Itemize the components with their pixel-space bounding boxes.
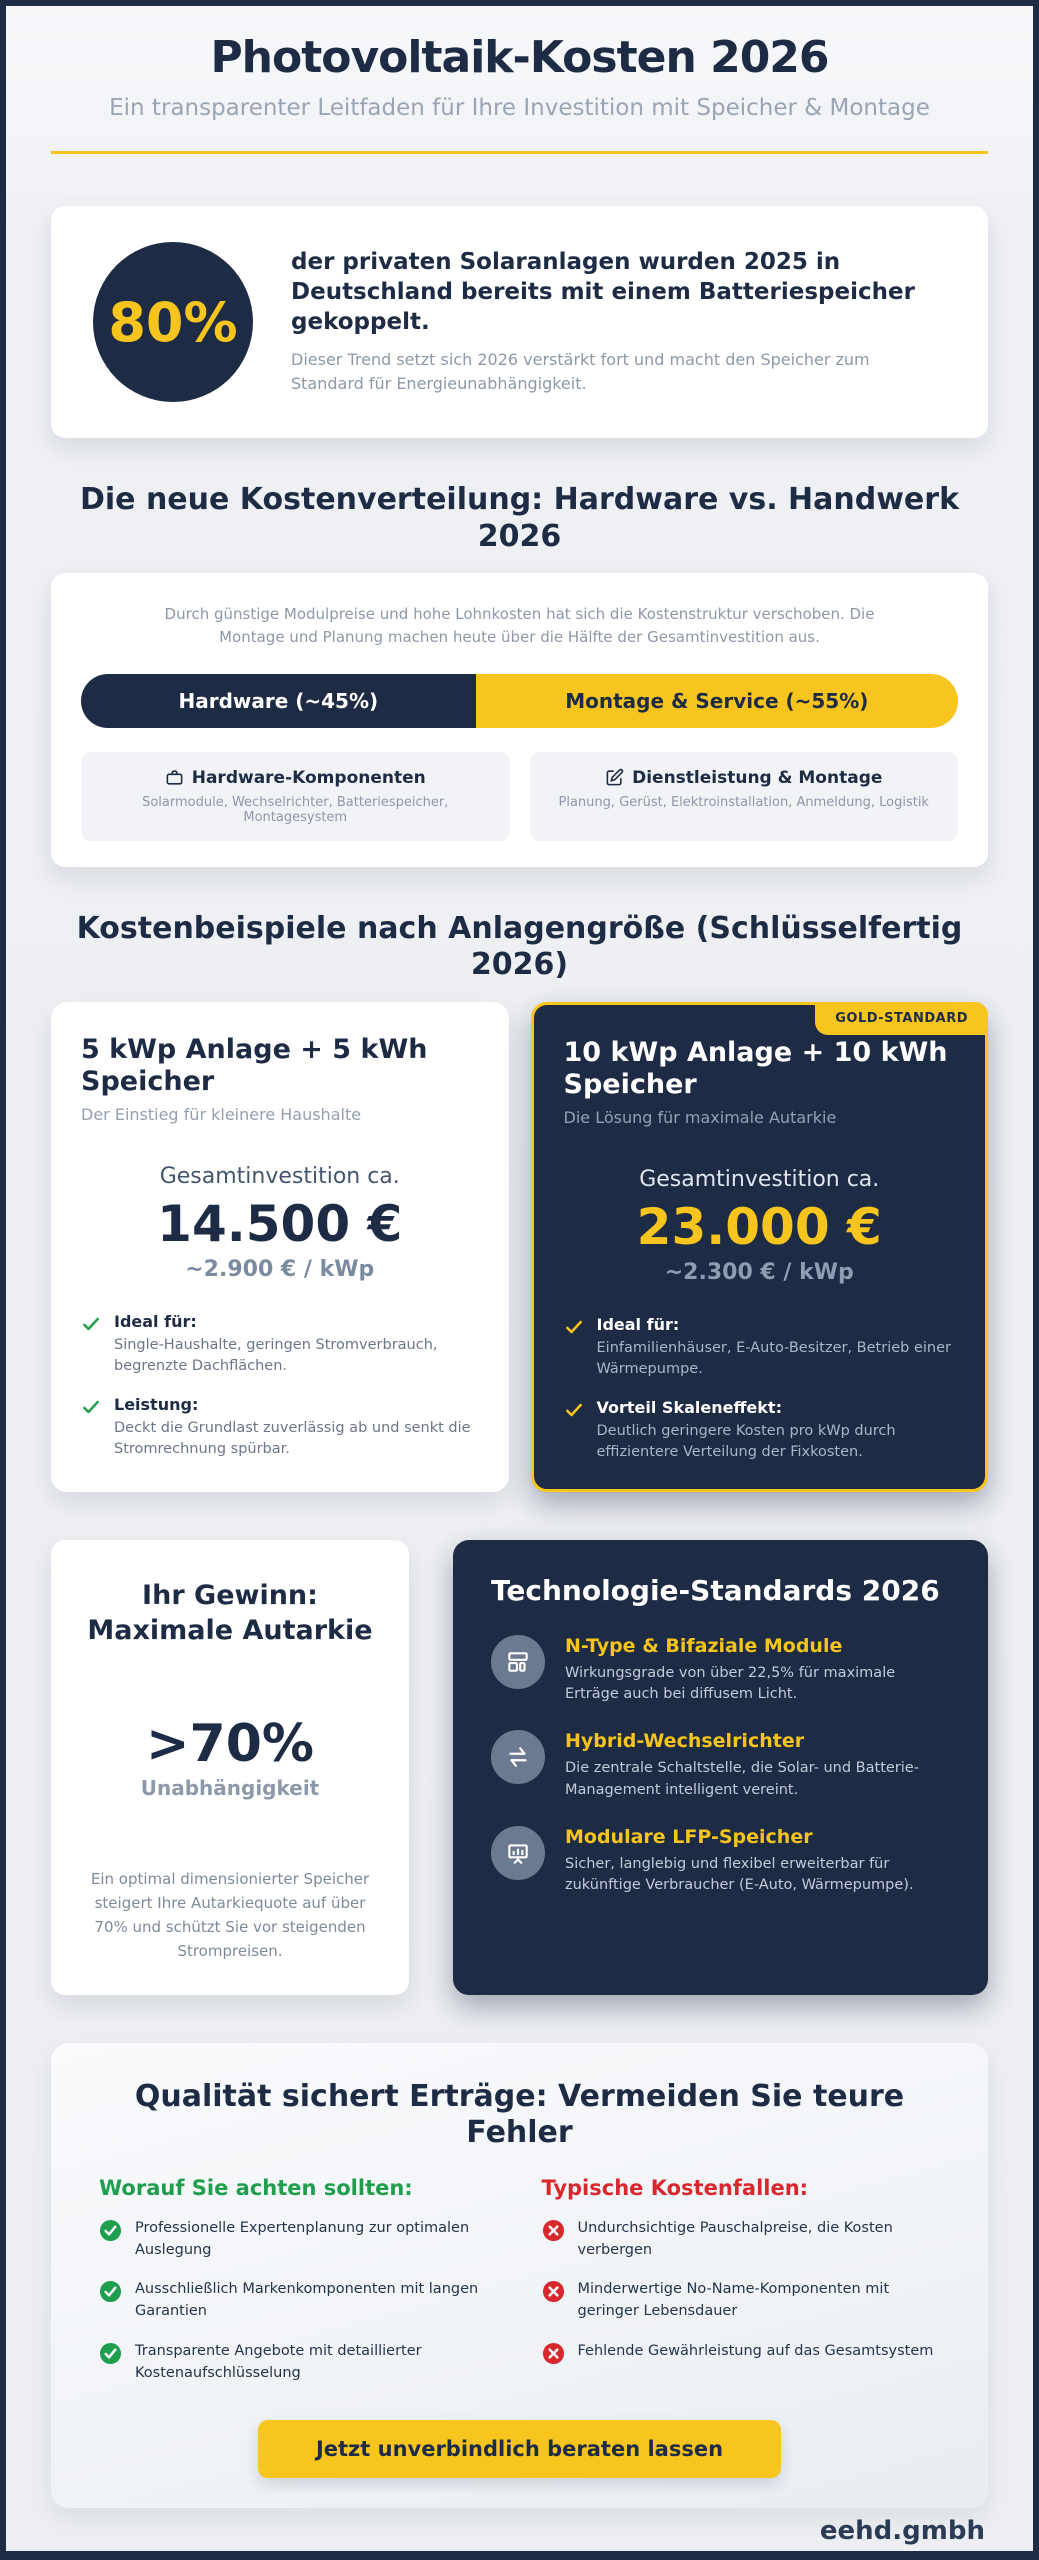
quality-columns xyxy=(99,2176,940,2385)
tech-standards-title: Technologie-Standards 2026 xyxy=(491,1573,940,1607)
bar-hardware-label: Hardware (~45%) xyxy=(178,688,379,713)
dos-text: Professionelle Expertenplanung zur optimalen Auslegung xyxy=(135,2219,470,2258)
check-icon xyxy=(564,1400,584,1420)
benefit-item xyxy=(564,1398,956,1463)
autarky-card xyxy=(51,1540,409,1995)
header xyxy=(6,6,1033,154)
check-icon xyxy=(81,1397,101,1417)
tech-item-title: Hybrid-Wechselrichter xyxy=(565,1730,805,1753)
benefit-label: Ideal für: xyxy=(114,1311,197,1331)
donts-title: Typische Kostenfallen: xyxy=(541,2175,809,2200)
bar-segment-hardware xyxy=(81,674,476,728)
benefit-text: Single-Haushalte, geringen Stromverbrauch, begrenzte Dachflächen. xyxy=(114,1336,438,1374)
donts-item xyxy=(542,2279,941,2323)
hardware-components-title-row xyxy=(95,768,496,788)
benefit-text: Deutlich geringere Kosten pro kWp durch effizientere Verteilung der Fixkosten. xyxy=(596,1422,896,1460)
stat-circle xyxy=(93,242,253,402)
price-card-5kwp-title: 5 kWp Anlage + 5 kWh Speicher xyxy=(81,1033,428,1098)
check-circle-icon xyxy=(99,2342,122,2365)
section-title-examples: Kostenbeispiele nach Anlagengröße (Schlüsselfertig 2026) xyxy=(76,910,963,983)
benefit-label: Leistung: xyxy=(114,1394,199,1414)
autarky-title: Ihr Gewinn: Maximale Autarkie xyxy=(87,1579,373,1646)
tech-item-title: Modulare LFP-Speicher xyxy=(565,1825,813,1848)
x-circle-icon xyxy=(542,2219,565,2242)
tech-icon-circle xyxy=(491,1730,545,1784)
x-circle-icon xyxy=(542,2280,565,2303)
price-card-10kwp-title: 10 kWp Anlage + 10 kWh Speicher xyxy=(563,1036,948,1101)
presentation-chart-icon xyxy=(505,1840,531,1866)
dos-item xyxy=(99,2341,498,2385)
benefit-item xyxy=(81,1395,479,1460)
benefit-list xyxy=(81,1312,479,1460)
tech-item-text: Sicher, langlebig und flexibel erweiterbar für zukünftige Verbraucher (E-Auto, Wärmepumpe). xyxy=(565,1855,914,1894)
price-block xyxy=(81,1164,479,1282)
donts-item xyxy=(542,2341,941,2365)
dos-item xyxy=(99,2218,498,2262)
stat-headline: der privaten Solaranlagen wurden 2025 in Deutschland bereits mit einem Batteriespeicher gekoppelt. xyxy=(291,249,915,335)
benefit-item xyxy=(81,1312,479,1377)
price-card-10kwp xyxy=(531,1002,989,1492)
tech-item-inverter xyxy=(491,1730,950,1802)
cost-split-intro: Durch günstige Modulpreise und hohe Lohnkosten hat sich die Kostenstruktur verschoben. Die Montage und Planung machen heute über die Hälfte der Gesamtinvestition aus. xyxy=(164,605,875,647)
check-circle-icon xyxy=(99,2280,122,2303)
page-title: Photovoltaik-Kosten 2026 xyxy=(210,32,829,83)
benefit-label: Ideal für: xyxy=(596,1314,680,1334)
autarky-stat-label: Unabhängigkeit xyxy=(140,1776,320,1801)
benefit-text: Einfamilienhäuser, E-Auto-Besitzer, Betrieb einer Wärmepumpe. xyxy=(596,1339,951,1377)
stat-card xyxy=(51,206,988,438)
bar-segment-service xyxy=(476,674,958,728)
price-card-5kwp xyxy=(51,1002,509,1492)
service-montage-title: Dienstleistung & Montage xyxy=(632,767,883,788)
total-price: 14.500 € xyxy=(157,1194,403,1253)
price-card-10kwp-subtitle: Die Lösung für maximale Autarkie xyxy=(563,1107,837,1127)
tech-item-title: N-Type & Bifaziale Module xyxy=(565,1634,843,1657)
check-circle-icon xyxy=(99,2219,122,2242)
quality-donts-column xyxy=(542,2176,941,2385)
donts-item xyxy=(542,2218,941,2262)
dos-item xyxy=(99,2279,498,2323)
benefit-list xyxy=(564,1315,956,1463)
price-per-kwp: ~2.900 € / kWp xyxy=(185,1256,375,1282)
check-icon xyxy=(564,1317,584,1337)
service-montage-box xyxy=(530,752,959,841)
tech-item-storage xyxy=(491,1826,950,1898)
price-label: Gesamtinvestition ca. xyxy=(159,1163,400,1189)
service-montage-desc: Planung, Gerüst, Elektroinstallation, Anmeldung, Logistik xyxy=(558,794,929,810)
example-cards-grid xyxy=(51,1002,988,1492)
quality-heading: Qualität sichert Erträge: Vermeiden Sie teure Fehler xyxy=(134,2078,905,2151)
hardware-components-box xyxy=(81,752,510,841)
stat-subtext: Dieser Trend setzt sich 2026 verstärkt fort und macht den Speicher zum Standard für Energieunabhängigkeit. xyxy=(291,349,870,393)
cost-split-card xyxy=(51,573,988,867)
tech-icon-circle xyxy=(491,1826,545,1880)
price-label: Gesamtinvestition ca. xyxy=(639,1166,880,1192)
swap-arrows-icon xyxy=(505,1744,531,1770)
stat-value: 80% xyxy=(108,290,238,354)
total-price: 23.000 € xyxy=(636,1197,882,1256)
service-montage-title-row xyxy=(544,768,945,788)
autarky-stat: >70% xyxy=(145,1714,315,1775)
autarky-tech-row xyxy=(51,1540,988,1995)
briefcase-icon xyxy=(165,768,184,787)
benefit-label: Vorteil Skaleneffekt: xyxy=(596,1397,782,1417)
x-circle-icon xyxy=(542,2342,565,2365)
brand-logo: eehd.gmbh xyxy=(819,2516,985,2547)
solar-module-icon xyxy=(505,1649,531,1675)
gold-standard-badge: GOLD-STANDARD xyxy=(815,1002,988,1035)
dos-text: Transparente Angebote mit detaillierter Kostenaufschlüsselung xyxy=(135,2342,422,2381)
dos-title: Worauf Sie achten sollten: xyxy=(99,2175,413,2200)
hardware-components-desc: Solarmodule, Wechselrichter, Batteriespeicher, Montagesystem xyxy=(142,794,449,825)
cost-split-bar xyxy=(81,674,958,728)
bar-service-label: Montage & Service (~55%) xyxy=(565,688,869,713)
dos-text: Ausschließlich Markenkomponenten mit langen Garantien xyxy=(135,2281,479,2320)
edit-square-icon xyxy=(605,768,624,787)
price-per-kwp: ~2.300 € / kWp xyxy=(664,1259,854,1285)
stat-text xyxy=(291,248,946,396)
cost-split-boxes xyxy=(81,752,958,841)
check-icon xyxy=(81,1314,101,1334)
tech-standards-card xyxy=(453,1540,988,1995)
yellow-divider xyxy=(51,151,988,154)
section-title-cost-split: Die neue Kostenverteilung: Hardware vs. Handwerk 2026 xyxy=(79,482,960,554)
donts-text: Fehlende Gewährleistung auf das Gesamtsystem xyxy=(577,2342,934,2359)
donts-text: Undurchsichtige Pauschalpreise, die Kosten verbergen xyxy=(577,2219,893,2258)
autarky-text: Ein optimal dimensionierter Speicher steigert Ihre Autarkiequote auf über 70% und schützt Sie vor steigenden Strompreisen. xyxy=(90,1869,370,1960)
benefit-text: Deckt die Grundlast zuverlässig ab und senkt die Stromrechnung spürbar. xyxy=(114,1419,471,1457)
price-block xyxy=(564,1167,956,1285)
donts-text: Minderwertige No-Name-Komponenten mit geringer Lebensdauer xyxy=(577,2281,890,2320)
cta-button[interactable]: Jetzt unverbindlich beraten lassen xyxy=(258,2420,781,2478)
hardware-components-title: Hardware-Komponenten xyxy=(191,767,426,788)
tech-item-modules xyxy=(491,1635,950,1707)
tech-item-text: Die zentrale Schaltstelle, die Solar- und Batterie-Management intelligent vereint. xyxy=(565,1760,919,1798)
price-card-5kwp-subtitle: Der Einstieg für kleinere Haushalte xyxy=(81,1104,362,1124)
quality-dos-column xyxy=(99,2176,498,2385)
page-subtitle: Ein transparenter Leitfaden für Ihre Investition mit Speicher & Montage xyxy=(109,95,930,121)
quality-section xyxy=(51,2043,988,2509)
benefit-item xyxy=(564,1315,956,1380)
tech-item-text: Wirkungsgrade von über 22,5% für maximale Erträge auch bei diffusem Licht. xyxy=(565,1664,896,1703)
tech-icon-circle xyxy=(491,1635,545,1689)
